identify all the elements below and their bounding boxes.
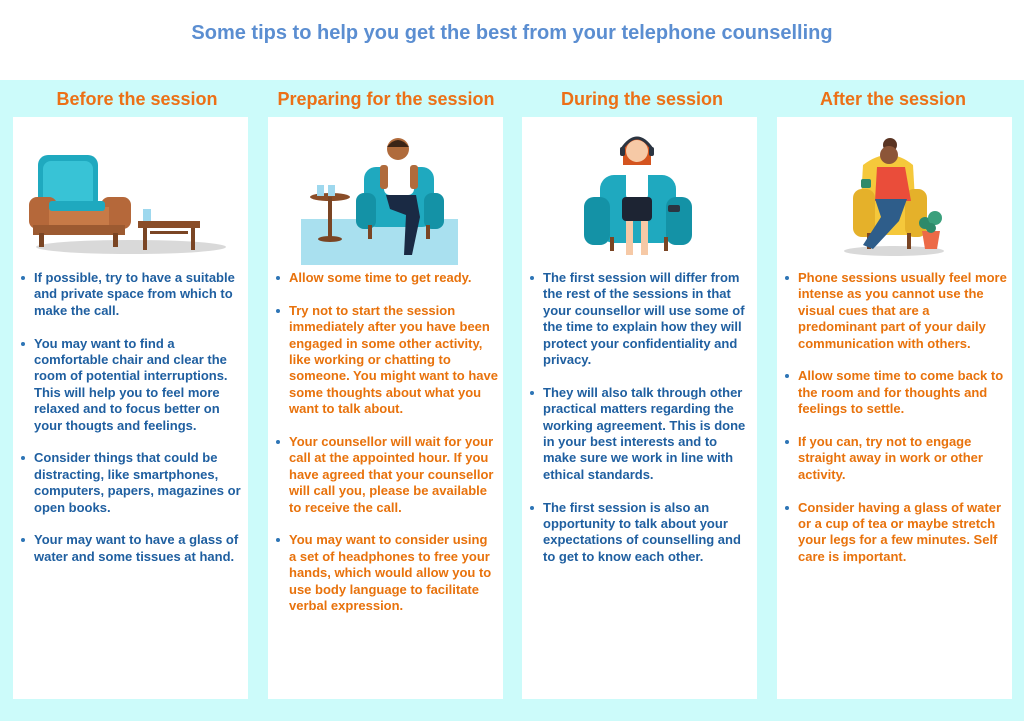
- woman-with-headset-illustration: [522, 125, 757, 265]
- column-heading-after: After the session: [819, 89, 967, 109]
- list-item: Phone sessions usually feel more intense as you cannot use the visual cues that are a predominant part of your daily communication with others.: [785, 270, 1007, 352]
- card-preparing-session: [268, 117, 503, 699]
- list-item: If possible, try to have a suitable and private space from which to make the call.: [21, 270, 243, 319]
- list-item: The first session will differ from the rest of the sessions in that your counsellor will use some of the time to explain how they will protect your confidentiality and privacy.: [530, 270, 752, 368]
- tips-list-after: [785, 270, 1007, 582]
- list-item: Your may want to have a glass of water and some tissues at hand.: [21, 532, 243, 565]
- woman-with-tea-illustration: [777, 125, 1012, 265]
- list-item: Allow some time to get ready.: [276, 270, 498, 286]
- column-heading-before: Before the session: [56, 89, 218, 109]
- list-item: If you can, try not to engage straight away in work or other activity.: [785, 434, 1007, 483]
- list-item: You may want to find a comfortable chair and clear the room of potential interruptions. This will help you to feel more relaxed and to focus better on your thougts and feelings.: [21, 336, 243, 434]
- list-item: Consider having a glass of water or a cup of tea or maybe stretch your legs for a few minutes. Self care is important.: [785, 500, 1007, 566]
- list-item: Consider things that could be distracting, like smartphones, computers, papers, magazines or open books.: [21, 450, 243, 516]
- column-heading-during: During the session: [560, 89, 724, 109]
- column-heading-preparing: Preparing for the session: [277, 89, 495, 109]
- armchair-illustration: [13, 125, 248, 265]
- list-item: Your counsellor will wait for your call at the appointed hour. If you have agreed that your counsellor will call you, please be available to receive the call.: [276, 434, 498, 516]
- card-during-session: [522, 117, 757, 699]
- man-in-armchair-illustration: [268, 125, 503, 265]
- card-after-session: [777, 117, 1012, 699]
- page-title: Some tips to help you get the best from your telephone counselling: [191, 22, 833, 44]
- list-item: They will also talk through other practical matters regarding the working agreement. This is done in your best interests and to make sure we work in line with ethical standards.: [530, 385, 752, 483]
- tips-list-during: [530, 270, 752, 582]
- tips-list-before: [21, 270, 243, 582]
- tips-list-preparing: [276, 270, 498, 631]
- list-item: You may want to consider using a set of headphones to free your hands, which would allow you to use body language to facilitate verbal expression.: [276, 532, 498, 614]
- list-item: Try not to start the session immediately after you have been engaged in some other activity, like working or chatting to someone. You might want to have some thoughts about what you want to talk about.: [276, 303, 498, 418]
- card-before-session: [13, 117, 248, 699]
- list-item: Allow some time to come back to the room and for thoughts and feelings to settle.: [785, 368, 1007, 417]
- list-item: The first session is also an opportunity to talk about your expectations of counselling and to get to know each other.: [530, 500, 752, 566]
